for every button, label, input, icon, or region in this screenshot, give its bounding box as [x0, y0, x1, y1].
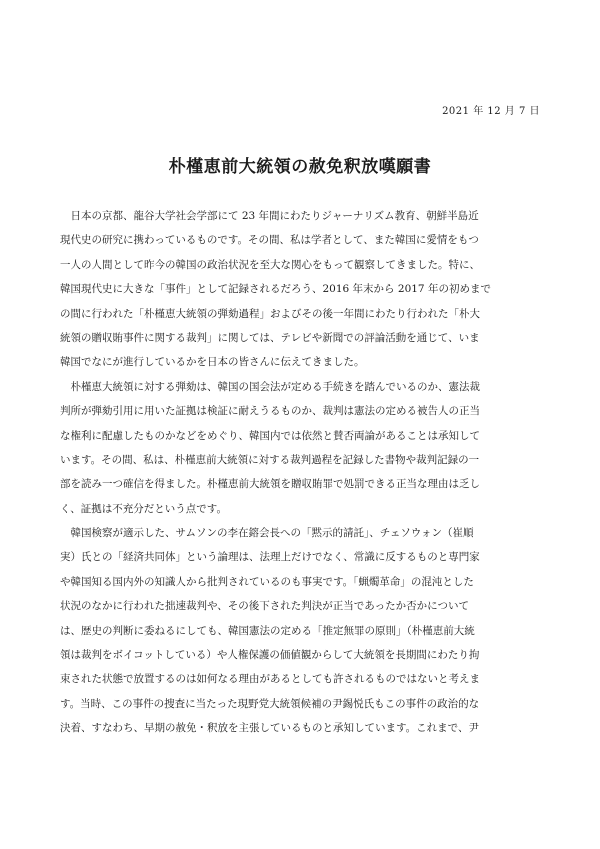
paragraph-line: います。その間、私は、朴槿恵前大統領に対する裁判過程を記録した書物や裁判記録の一: [60, 453, 480, 466]
paragraph-line: 決着、すなわち、早期の赦免・釈放を主張しているものと承知しています。これまで、尹: [60, 722, 479, 735]
paragraph-line: 現代史の研究に携わっているものです。その間、私は学者として、また韓国に愛情をもつ: [60, 234, 479, 247]
paragraph-line: 実）氏との「経済共同体」という論理は、法理上だけでなく、常識に反するものと専門家: [60, 551, 480, 564]
paragraph-line: 一人の人間として昨今の韓国の政治状況を至大な関心をもって観察してきました。特に、: [60, 258, 480, 271]
paragraph-line: は、歴史の判断に委ねるにしても、韓国憲法の定める「推定無罪の原則」（朴槿恵前大統: [60, 624, 475, 637]
paragraph-line: 領は裁判をボイコットしている）や人権保護の価値観からして大統領を長期間にわたり拘: [60, 649, 480, 662]
paragraph-line: 韓国現代史に大きな「事件」として記録されるだろう、2016 年末から 2017 年の初めまで: [60, 283, 491, 296]
paragraph-line: 部を読み一つ確信を得ました。朴槿恵前大統領を贈収賄罪で処罰できる正当な理由は乏し: [60, 478, 480, 491]
paragraph-line: 束された状態で放置するのは如何なる理由があるとしても許されるものではないと考えま: [60, 673, 480, 686]
paragraph-line: 韓国検察が適示した、サムソンの李在鎔会長への「黙示的請託」、チェソウォン（崔順: [60, 527, 474, 540]
paragraph-line: 判所が弾劾引用に用いた証拠は検証に耐えうるものか、裁判は憲法の定める被告人の正当: [60, 405, 480, 418]
paragraph-1: [60, 204, 542, 375]
document-body: [60, 204, 542, 741]
document-title: 朴槿恵前大統領の赦免釈放嘆願書: [168, 157, 432, 177]
document-date: 2021 年 12 月 7 日: [442, 106, 540, 117]
paragraph-line: の間に行われた「朴槿恵大統領の弾劾過程」およびその後一年間にわたり行われた「朴大: [60, 307, 480, 320]
paragraph-line: 朴槿恵大統領に対する弾劾は、韓国の国会法が定める手続きを踏んでいるのか、憲法裁: [60, 380, 480, 393]
paragraph-line: 日本の京都、龍谷大学社会学部にて 23 年間にわたりジャーナリズム教育、朝鮮半島近: [60, 210, 479, 222]
paragraph-2: [60, 375, 542, 521]
paragraph-line: 統領の贈収賄事件に関する裁判」に関しては、テレビや新聞での評論活動を通じて、いま: [60, 331, 480, 344]
paragraph-line: 韓国でなにが進行しているかを日本の皆さんに伝えてきました。: [60, 356, 365, 369]
paragraph-line: 状況のなかに行われた拙速裁判や、その後下された判決が正当であったか否かについて: [60, 600, 469, 613]
paragraph-line: や韓国知る国内外の知識人から批判されているのも事実です。「蝋燭革命」の混沌とした: [60, 575, 474, 588]
paragraph-3: [60, 521, 542, 741]
paragraph-line: す。当時、この事件の捜査に当たった現野党大統領候補の尹錫悦氏もこの事件の政治的な: [60, 697, 480, 710]
paragraph-line: く、証拠は不充分だという点です。: [60, 502, 227, 515]
paragraph-line: な権利に配慮したものかなどをめぐり、韓国内では依然と賛否両論があることは承知して: [60, 429, 480, 442]
